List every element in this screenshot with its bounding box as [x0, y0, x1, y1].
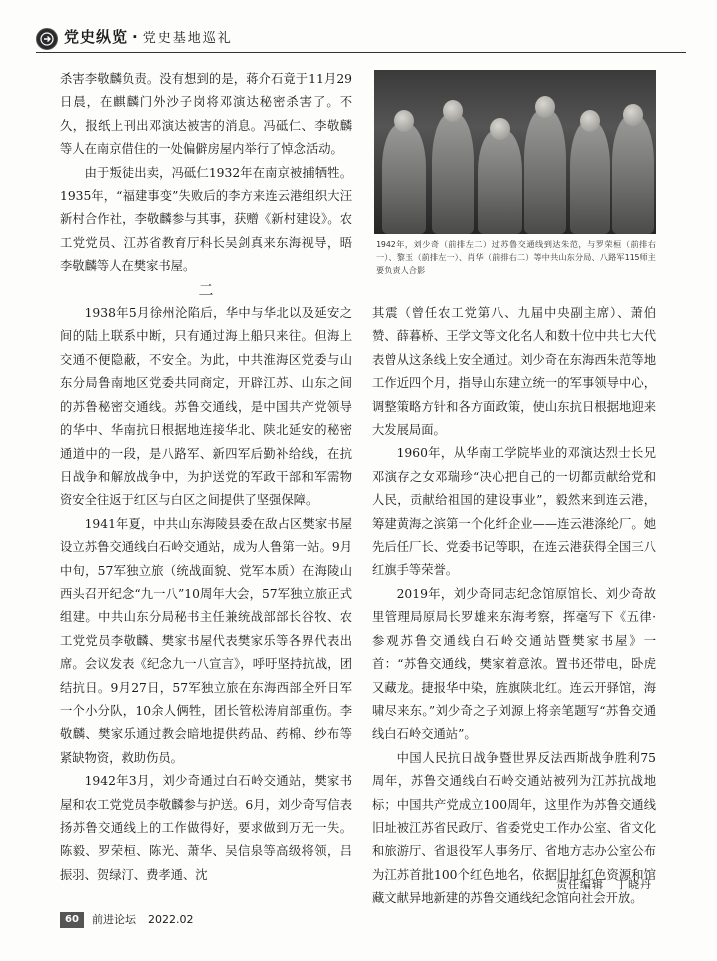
photo-figure [382, 124, 426, 234]
photo-figure [535, 96, 555, 118]
magazine-info [92, 912, 194, 928]
paragraph: 其震（曾任农工党第八、九届中央副主席）、萧伯赞、薛暮桥、王学文等文化名人和数十位中共七大代表曾从这条线上安全通过。刘少奇在东海西朱范等地工作近四个月，指导山东建立统一的军事领导中心，调整策略方针和各方面政策，使山东抗日根据地迎来大发展局面。 [372, 306, 656, 438]
paragraph: 1942年3月，刘少奇通过白石岭交通站，樊家书屋和农工党党员李敬麟参与护送。6月，刘少奇写信表扬苏鲁交通线上的工作做得好，要求做到万无一失。陈毅、罗荣桓、陈光、萧华、吴信泉等高级将领，吕振羽、贺绿汀、费孝通、沈 [60, 774, 352, 882]
logo-circle-icon [36, 28, 58, 50]
paragraph: 杀害李敬麟负责。没有想到的是，蒋介石竟于11月29日晨，在麒麟门外沙子岗将邓演达秘密杀害了。不久，报纸上刊出邓演达被害的消息。冯砥仁、李敬麟等人在南京借住的一处偏僻房屋内举行了悼念活动。 [60, 72, 352, 157]
photo-figure [432, 114, 474, 234]
photo-figure [478, 130, 522, 234]
paragraph: 由于叛徒出卖，冯砥仁1932年在南京被捕牺牲。1935年，“福建事变”失败后的李方来连云港组织大汪新村合作社，李敬麟参与其事，获赠《新村建设》。农工党党员、江苏省教育厅科长吴剑真来东海视导，晤李敬麟等人在樊家书屋。 [60, 165, 352, 274]
header-rule [36, 52, 686, 53]
photo-figure [623, 104, 643, 126]
photo-figure [443, 100, 463, 122]
right-column [372, 302, 656, 911]
photo-figure [490, 118, 510, 140]
historical-photo [374, 70, 656, 234]
paragraph: 1941年夏，中共山东海陵县委在敌占区樊家书屋设立苏鲁交通线白石岭交通站，成为人鲁第一站。9月中旬，57军独立旅（统战面貌、党军本质）在海陵山西头召开纪念“九一八”10周年大会，57军独立旅正式组建。中共山东分局秘书主任兼统战部部长谷牧、农工党党员李敬麟、樊家书屋代表樊家乐等各界代表出席。会议发表《纪念九一八宣言》，呼吁坚持抗战，团结抗日。9月27日，57军独立旅在东海西部全歼日军一个小分队，10余人俩牲，团长管松涛肩部重伤。李敬麟、樊家乐通过教会暗地提供药品、药棉、纱布等紧缺物资，救助伤员。 [60, 516, 352, 765]
page-header [36, 26, 686, 52]
paragraph: 2019年，刘少奇同志纪念馆原馆长、刘少奇故里管理局原局长罗雄来东海考察，挥毫写下《五律·参观苏鲁交通线白石岭交通站暨樊家书屋》一首：“苏鲁交通线，樊家着意浓。置书还带电，卧虎又藏龙。捷报华中染，旌旗陕北红。连云开驿馆，海啸尽来东。”刘少奇之子刘源上将亲笔题写“苏鲁交通线白石岭交通站”。 [372, 586, 656, 742]
page-footer [60, 912, 660, 928]
photo-figure [524, 110, 566, 234]
paragraph: 1938年5月徐州沦陷后，华中与华北以及延安之间的陆上联系中断，只有通过海上船只来往。但海上交通不便隐蔽，不安全。为此，中共淮海区党委与山东分局鲁南地区党委共同商定，开辟江苏、山东之间的苏鲁秘密交通线。苏鲁交通线，是中国共产党领导的华中、华南抗日根据地连接华北、陕北延安的秘密通道中的一段，是八路军、新四军后勤补给线，在抗日战争和解放战争中，为护送党的军政干部和军需物资安全往返于红区与白区之间提供了坚强保障。 [60, 306, 352, 508]
subsection-name: 党史基地巡礼 [142, 31, 233, 46]
responsible-editor: 责任编辑 丁晓丹 [556, 878, 652, 891]
page-number: 60 [60, 912, 84, 928]
section-name: 党史纵览 [64, 28, 129, 46]
magazine-name: 前进论坛 [92, 913, 136, 926]
paragraph: 1960年，从华南工学院毕业的邓演达烈士长兄邓演存之女邓瑞珍“决心把自己的一切都贡献给党和人民，贡献给祖国的建设事业”，毅然来到连云港，筹建黄海之滨第一个化纤企业——连云港涤纶厂。她先后任厂长、党委书记等职，在连云港获得全国三八红旗手等荣誉。 [372, 446, 656, 578]
photo-figure [612, 116, 654, 234]
photo-caption: 1942年，刘少奇（前排左二）过苏鲁交通线到达朱范，与罗荣桓（前排右一）、黎玉（前排左一）、肖华（前排右二）等中共山东分局、八路军115师主要负责人合影 [376, 239, 656, 275]
section-heading: 二 [198, 280, 214, 299]
left-column [60, 68, 352, 887]
section-title [64, 26, 233, 47]
photo-figure [580, 110, 600, 132]
arrow-right-icon [40, 32, 54, 46]
photo-figure [570, 122, 610, 234]
paragraph: 中国人民抗日战争暨世界反法西斯战争胜利75周年，苏鲁交通线白石岭交通站被列为江苏抗战地标；中国共产党成立100周年，这里作为苏鲁交通线旧址被江苏省民政厅、省委党史工作办公室、省文化和旅游厅、省退役军人事务厅、省地方志办公室公布为江苏首批100个红色地名，依据旧址红色资源和馆藏文献异地新建的苏鲁交通线纪念馆向社会开放。 [372, 750, 656, 906]
photo-figure [394, 110, 414, 132]
issue-number: 2022.02 [148, 913, 194, 926]
title-separator: · [132, 28, 139, 46]
